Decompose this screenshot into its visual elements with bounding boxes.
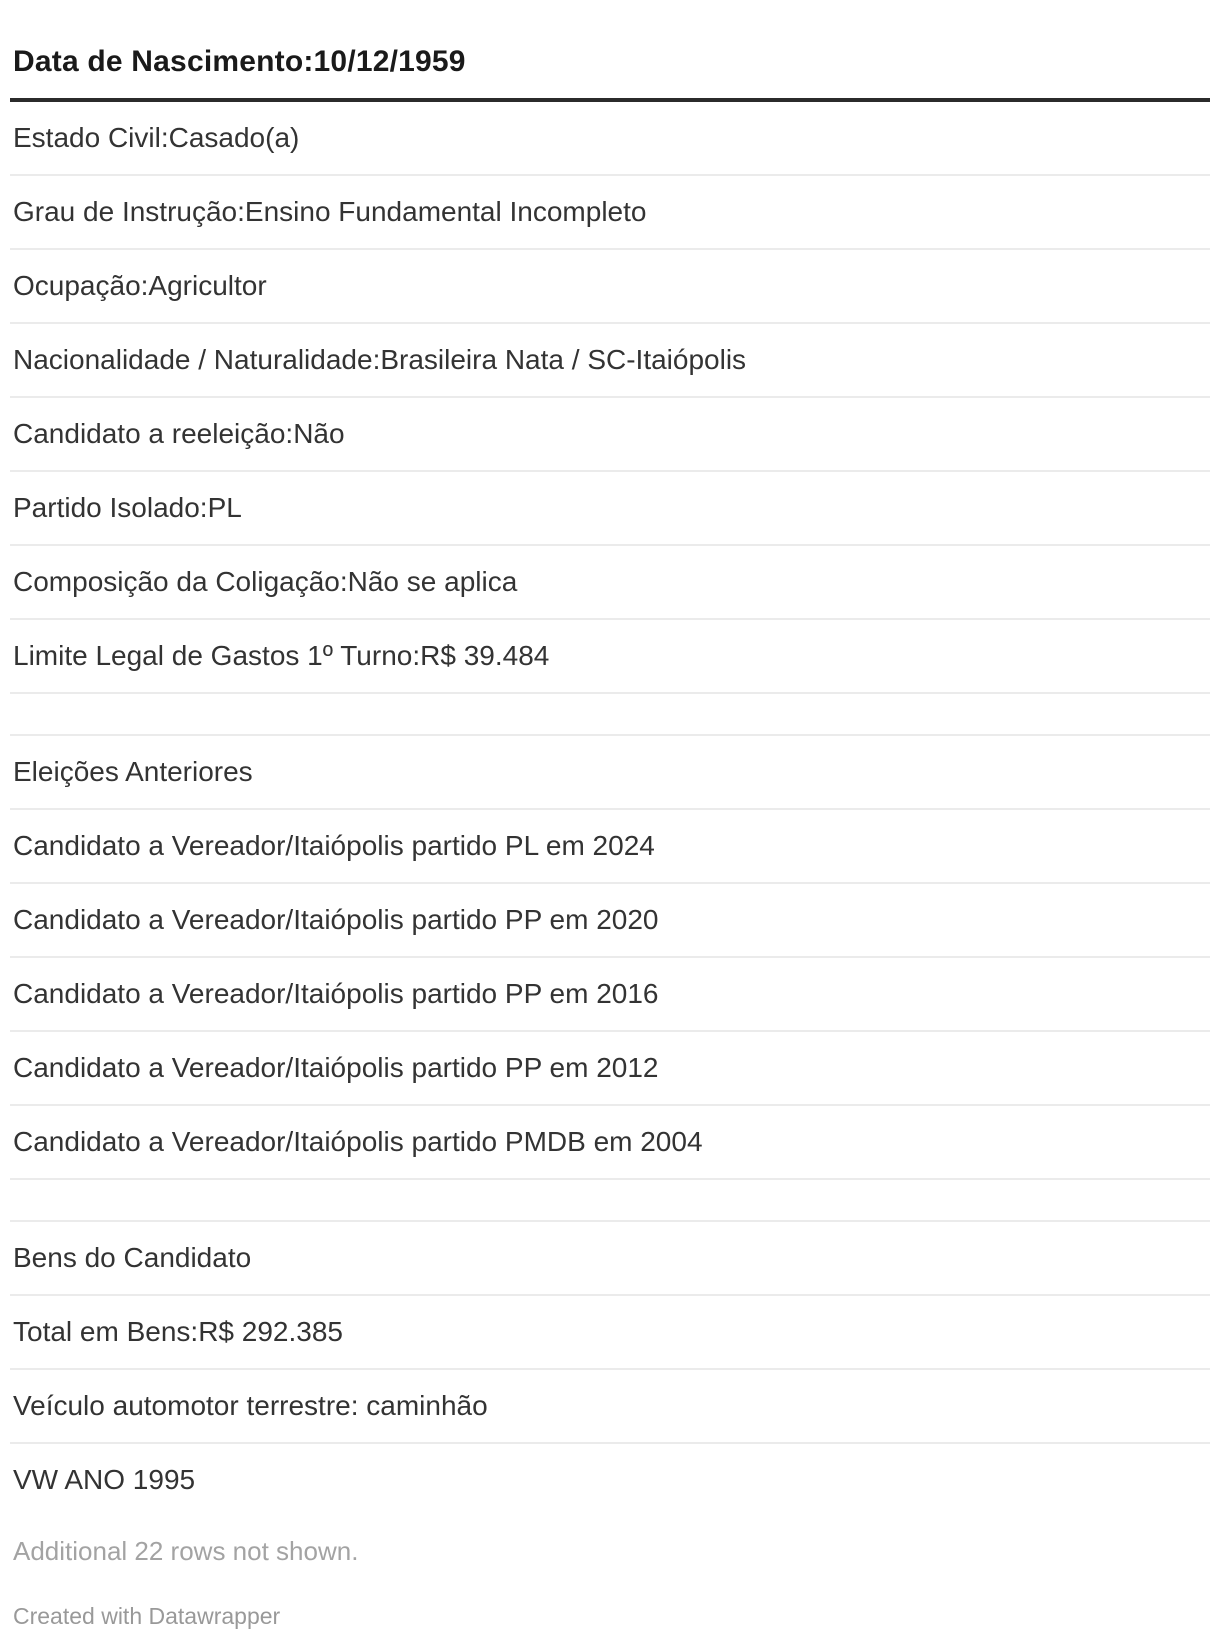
datawrapper-attribution: Created with Datawrapper (13, 1603, 281, 1629)
table-row: Veículo automotor terrestre: caminhão (10, 1370, 1210, 1444)
table-row: Eleições Anteriores (10, 736, 1210, 810)
table-row: Bens do Candidato (10, 1222, 1210, 1296)
table-row: Candidato a Vereador/Itaiópolis partido PL em 2024 (10, 810, 1210, 884)
table-header-birthdate: Data de Nascimento:10/12/1959 (10, 0, 1210, 102)
table-row: Ocupação:Agricultor (10, 250, 1210, 324)
table-row: Nacionalidade / Naturalidade:Brasileira Nata / SC-Itaiópolis (10, 324, 1210, 398)
table-row: Estado Civil:Casado(a) (10, 102, 1210, 176)
table-row: VW ANO 1995 (13, 1464, 196, 1495)
table-row: Partido Isolado:PL (10, 472, 1210, 546)
table-row: Candidato a Vereador/Itaiópolis partido PP em 2020 (10, 884, 1210, 958)
table-row: Candidato a reeleição:Não (10, 398, 1210, 472)
table-row: Composição da Coligação:Não se aplica (10, 546, 1210, 620)
rows-not-shown-note: Additional 22 rows not shown. (13, 1535, 359, 1566)
spacer-row (10, 694, 1210, 736)
table-row: Candidato a Vereador/Itaiópolis partido PMDB em 2004 (10, 1106, 1210, 1180)
spacer-row (10, 1180, 1210, 1222)
table-row: Grau de Instrução:Ensino Fundamental Incompleto (10, 176, 1210, 250)
table-row: Candidato a Vereador/Itaiópolis partido PP em 2016 (10, 958, 1210, 1032)
table-row: Candidato a Vereador/Itaiópolis partido PP em 2012 (10, 1032, 1210, 1106)
table-row: Total em Bens:R$ 292.385 (10, 1296, 1210, 1370)
table-row: Limite Legal de Gastos 1º Turno:R$ 39.484 (10, 620, 1210, 694)
table-body (10, 102, 1210, 1516)
